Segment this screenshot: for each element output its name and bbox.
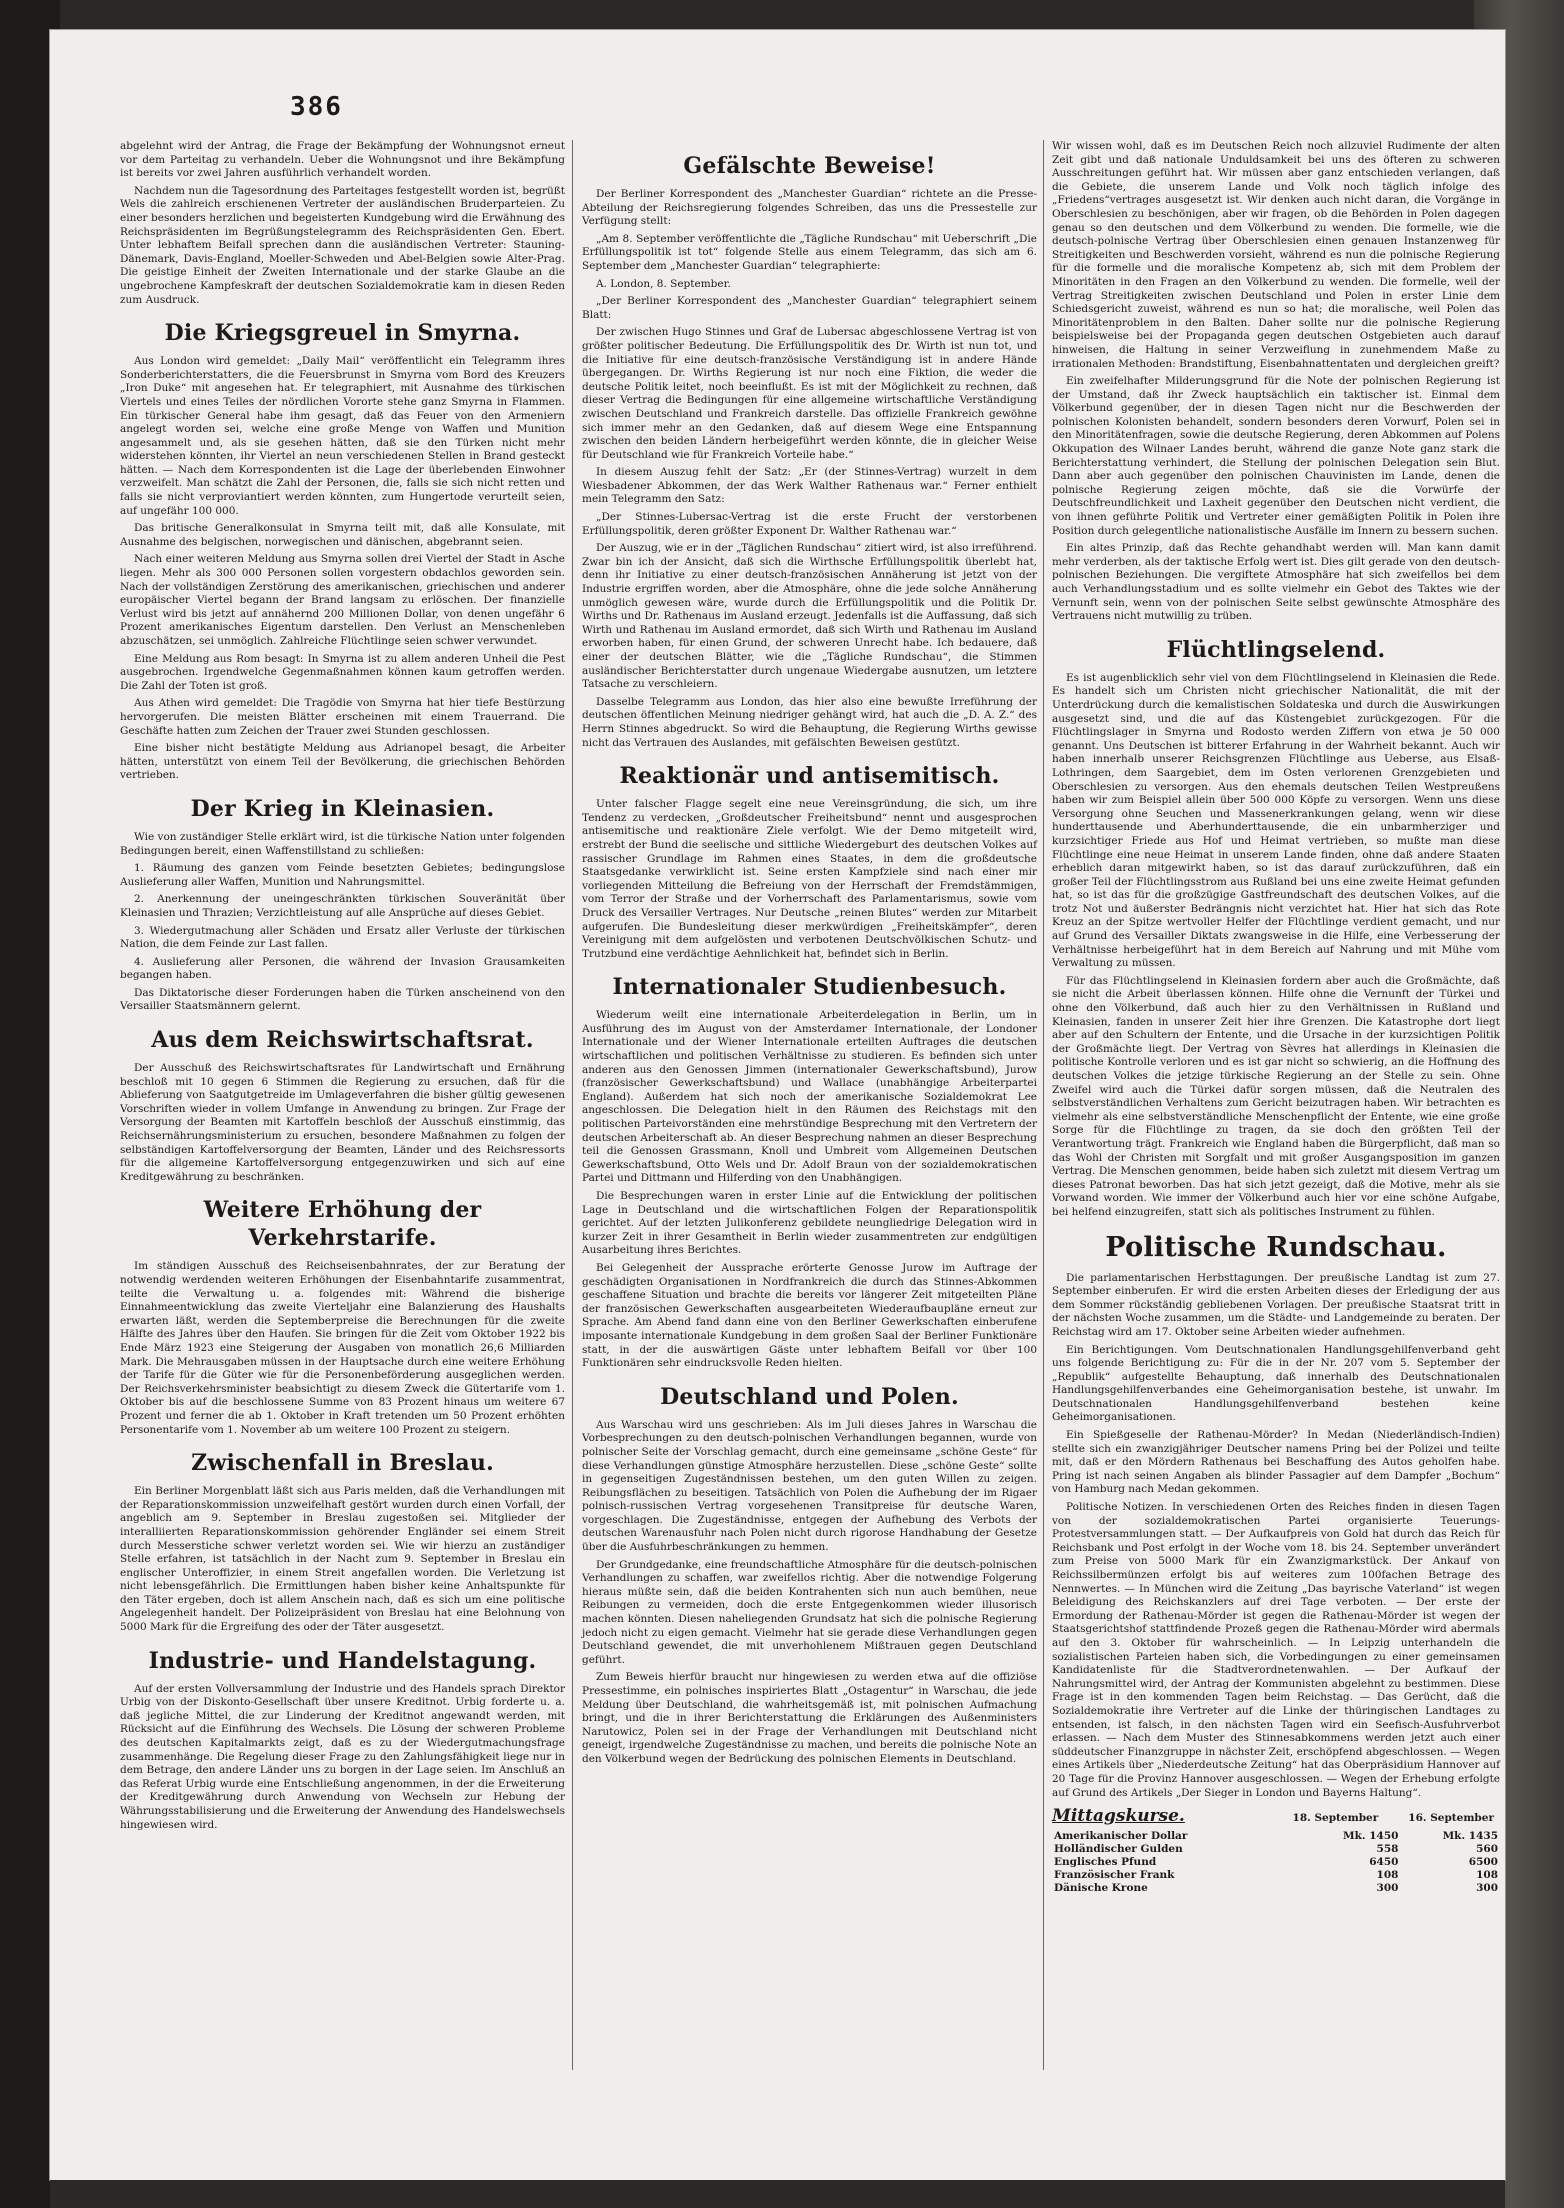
article-paragraph: Es ist augenblicklich sehr viel von dem Flüchtlingselend in Kleinasien die Rede. Es handelt sich um Christen nicht griechischer Nationalität, die mit der Unterdrückung durch die kemalistischen Soldateska und durch die Auswirkungen ausgesetzt sind, und die auf das Küstengebiet zurückgezogen. Für die Flüchtlingslager in Smyrna und Rodosto werden Ziffern von etwa je 50 000 genannt. Uns Deutschen ist bitterer Erfahrung in der Wahrheit bekannt. Auch wir haben innerhalb unserer Reichsgrenzen Flüchtlinge aus Ueberse, aus Elsaß-Lothringen, dem Saargebiet, dem im Osten verlorenen Grenzgebieten und Oberschlesien zu versorgen. Aus den ehemals deutschen Teilen Westpreußens haben wir zum Beispiel allein über 500 000 Köpfe zu versorgen. Wenn uns diese Versorgung ohne Seuchen und Massenerkrankungen gelang, wenn wir diese hunderttausende und Aberhunderttausende, die ein unbarmherziger und kurzsichtiger Friede aus Hof und Heimat vertrieben, so mußte man diese Flüchtlinge eine neue Heimat in unserem Lande finden, ohne daß andere Staaten erheblich daran mitgewirkt haben, so ist das darauf zurückzuführen, daß ein großer Teil der Flüchtlingsstrom aus Rußland bei uns eine zweite Heimat gefunden hat, so ist das für die großzügige Gastfreundschaft des deutschen Volkes, auf die trotz Not und äußerster Bedrängnis nicht verzichtet hat. Hier hat sich das Rote Kreuz an der Spitze wertvoller Helfer der Flüchtlinge verdient gemacht, und nur auf Grund des Versailler Diktats zwangsweise in die Hilfe, eine Verbesserung der Verhältnisse herbeigeführt hat in dem Bereich auf Nahrung und mit Mühe vom Verwaltung zu müssen. (1052, 671, 1500, 970)
currency-name: Französischer Frank (1054, 1868, 1175, 1881)
article-paragraph: Ein Berliner Morgenblatt läßt sich aus Paris melden, daß die Verhandlungen mit der Reparationskommission unzweifelhaft gestört wurden durch einen Vorfall, der angeblich am 9. September in Breslau zugestoßen sei. Mitglieder der interalliierten Reparationskommission gehörender Engländer sei einem Streit durch Messerstiche schwer verletzt worden sei. Wie wir hierzu an zuständiger Stelle erfahren, ist tatsächlich in der Nacht zum 9. September in Breslau ein englischer Unteroffizier, in einem Streit angefallen worden. Die Verletzung ist nicht lebensgefährlich. Die Ermittlungen haben bisher keine Anhaltspunkte für den Täter ergeben, doch ist allem Anschein nach, daß es sich um eine politische Angelegenheit handelt. Der Polizeipräsident von Breslau hat eine Belohnung von 5000 Mark für die Ergreifung des oder der Täter ausgesetzt. (120, 1485, 565, 1634)
rate-value: 6450 (1369, 1855, 1399, 1868)
article-heading: Deutschland und Polen. (660, 1383, 959, 1410)
exchange-row (1052, 1869, 1500, 1882)
article-paragraph: „Am 8. September veröffentlichte die „Tägliche Rundschau“ mit Ueberschrift „Die Erfüllungspolitik ist tot“ folgende Stelle aus einem Telegramm, das sich am 6. September dem „Manchester Guardian“ telegraphierte: (582, 232, 1037, 272)
scan-bottom-edge (50, 2180, 1505, 2208)
currency-name: Amerikanischer Dollar (1054, 1829, 1188, 1842)
column-rule-2 (1043, 140, 1044, 2070)
exchange-rates (1052, 1806, 1500, 1895)
article-paragraph: Wir wissen wohl, daß es im Deutschen Reich noch allzuviel Rudimente der alten Zeit gibt und daß nationale Unduldsamkeit bei uns des öfteren zu schweren Ausschreitungen geführt hat. Wir müssen aber ganz entschieden verlangen, daß die Gebiete, die unserem Lande und Volk noch täglich infolge des „Friedens“vertrages ausgesetzt ist. Wir denken auch nicht daran, die Vorgänge in Oberschlesien zu beschönigen, aber wir fragen, ob die Behörden in Polen dagegen genau so den deutschen und dem Völkerbund zu wenden. Die formelle, wie die deutsch-polnische Vertrag über Oberschlesien einen genauen Instanzenweg für Streitigkeiten und Beschwerden vorsieht, während es nun die polnische Regierung für die formelle und die moralische Kompetenz ab, sich mit dem Problem der Minoritäten in den Fragen an den Völkerbund zu wenden. Die formelle, weil der Vertrag Streitigkeiten zwischen Deutschland und Polen in erster Linie dem Schiedsgericht zuweist, während es nun so hat; die moralische, weil Polen das Minoritätenproblem in den Balten. Daher sollte nur die polnische Regierung beispielsweise bei der Propaganda gegen deutschen Ostgebieten auch darauf hinweisen, die Haltung in seiner Verzweiflung in zunehmendem Maße zu irrationalen Methoden: Brandstiftung, Eisenbahnattentaten und dergleichen greift? (1052, 140, 1500, 370)
currency-name: Dänische Krone (1054, 1881, 1148, 1894)
article-paragraph: Wiederum weilt eine internationale Arbeiterdelegation in Berlin, um in Ausführung des im August von der Amsterdamer Internationale, der Londoner Internationale und der Wiener Internationale erteilten Auftrages die deutschen wirtschaftlichen und politischen Verhältnisse zu studieren. Es befinden sich unter anderen aus den Genossen Jimmen (internationaler Gewerkschaftsbund), Jurow (französischer Gewerkschaftsbund) und Wallace (unabhängige Arbeiterpartei England). Außerdem hat sich noch der amerikanische Sozialdemokrat Lee angeschlossen. Die Delegation hielt in den Räumen des Reichstags mit den politischen Parteivorständen eine mehrstündige Besprechung mit den Vertretern der deutschen Arbeiterschaft ab. An dieser Besprechung nahmen an dieser Besprechung teil die Genossen Grassmann, Knoll und Umbreit vom Allgemeinen Deutschen Gewerkschaftsbund, Otto Wels und Dr. Adolf Braun von der sozialdemokratischen Partei und Dittmann und Hilferding von den Unabhängigen. (582, 1009, 1037, 1185)
column-rule-1 (572, 140, 573, 2070)
rate-value: 108 (1476, 1868, 1498, 1881)
rate-value: 108 (1376, 1868, 1399, 1881)
article-paragraph: Zum Beweis hierfür braucht nur hingewiesen zu werden etwa auf die offiziöse Pressestimme, ein polnisches inspiriertes Blatt „Ostagentur“ in Warschau, die jede Meldung über Deutschland, die wahrheitsgemäß ist, mit polnischen Aufmachung bringt, und die in ihrer Berichterstattung die Erklärungen des Außenministers Narutowicz, Polen sei in der Frage der Verhandlungen mit Deutschland nicht geneigt, irgendwelche Zugeständnisse zu machen, und bereits die polnische Note an den Völkerbund wegen der Bedrückung des polnischen Elements in Deutschland. (582, 1671, 1037, 1765)
article-paragraph: Auf der ersten Vollversammlung der Industrie und des Handels sprach Direktor Urbig von der Diskonto-Gesellschaft über unsere Kreditnot. Urbig forderte u. a. daß jegliche Mittel, die zur Linderung der Kreditnot angewandt werden, mit Rücksicht auf die Einführung des Wechsels. Die Lösung der schweren Probleme des deutschen Kapitalmarkts zeigt, daß es zu der Wiedergutmachungsfrage zusammenhänge. Die Regelung dieser Frage zu den Zahlungsfähigkeit liege nur in dem Betrage, den andere Länder uns zu borgen in der Lage seien. Im Anschluß an das Referat Urbig wurde eine Entschließung angenommen, in der die Erweiterung der Kreditgewährung durch Anwendung von Wechseln zur Hebung der Währungsstabilisierung und die Erweiterung der Anwendung des Handelswechsels hingewiesen wird. (120, 1682, 565, 1831)
article-paragraph: abgelehnt wird der Antrag, die Frage der Bekämpfung der Wohnungsnot erneut vor dem Parteitag zu verhandeln. Ueber die Wohnungsnot und ihre Bekämpfung ist bereits vor zwei Jahren ausführlich verhandelt worden. (120, 140, 565, 180)
rate-value: 558 (1376, 1842, 1399, 1855)
article-heading: Politische Rundschau. (1105, 1231, 1447, 1263)
article-paragraph: Dasselbe Telegramm aus London, das hier also eine bewußte Irreführung der deutschen öffentlichen Meinung niedriger gehängt wird, hat auch die „D. A. Z.“ des Herrn Stinnes abgedruckt. So wird die Behauptung, die Regierung Wirths gewisse nicht das Vertrauen des Auslandes, mit gefälschten Beweisen gestützt. (582, 695, 1037, 749)
column-left (120, 140, 565, 1836)
article-paragraph: Für das Flüchtlingselend in Kleinasien fordern aber auch die Großmächte, daß sie nicht die Arbeit überlassen können. Hilfe ohne die Vernunft der Türkei und ohne den Völkerbund, daß auch hier zu den Verhältnissen in Rußland und Kleinasien, fanden in unserer Zeit hier ihre Grenzen. Die Katastrophe dort liegt aber auf den Schultern der Entente, und die Ursache in der kurzsichtigen Politik der Großmächte liegt. Der Vertrag von Sèvres hat allerdings in Kleinasien die politische Kontrolle verloren und es ist gar nicht so schwierig, an die Hoffnung des deutschen Volkes die jetzige türkische Regierung an der Stelle zu sein. Ohne Zweifel wird auch die Türkei dafür sorgen müssen, daß die Neutralen des selbstverständlichen Verhaltens zum Gericht beizutragen haben. Wir betrachten es vielmehr als eine selbstverständliche Menschenpflicht der Entente, wie eine große Sorge für die Flüchtlinge zu tragen, da sie doch den größten Teil der Verantwortung trägt. Frankreich wie England haben die Bürgerpflicht, daß man so das Wohl der Christen mit Sorgfalt und mit großer Ausgangsposition im ganzen Vertrag. Die Menschen genommen, beide haben sich zuletzt mit diesem Vertrag um dieses Patronat beworben. Das hat sich jetzt gezeigt, daß die Motive, mehr als sie Vorwand worden. Wie immer der Völkerbund auch hier vor eine schöne Aufgabe, bei helfend einzugreifen, statt sich als politisches Instrument zu fühlen. (1052, 974, 1500, 1218)
article-heading: Der Krieg in Kleinasien. (190, 795, 495, 822)
article-heading: Industrie- und Handelstagung. (148, 1647, 537, 1674)
column-right (1052, 140, 1500, 1895)
article-paragraph: Ein Berichtigungen. Vom Deutschnationalen Handlungsgehilfenverband geht uns folgende Berichtigung zu: Für die in der Nr. 207 vom 5. September der „Republik“ aufgestellte Behauptung, daß innerhalb des Deutschnationalen Handlungsgehilfenverbandes eine Geheimorganisation bestehe, ist unwahr. Im Deutschnationalen Handlungsgehilfenverband bestehen keine Geheimorganisationen. (1052, 1343, 1500, 1424)
article-paragraph: „Der Berliner Korrespondent des „Manchester Guardian“ telegraphiert seinem Blatt: (582, 295, 1037, 321)
article-paragraph: Aus London wird gemeldet: „Daily Mail“ veröffentlicht ein Telegramm ihres Sonderberichterstatters, die die Feuersbrunst in Smyrna vom Bord des Kreuzers „Iron Duke“ mit angesehen hat. Er telegraphiert, mit Ausnahme des türkischen Viertels und eines Teiles der nördlichen Vororte stehe ganz Smyrna in Flammen. Ein türkischer General habe ihm gesagt, daß das Feuer von den Armeniern angelegt worden sei, welche eine große Menge von Waffen und Munition angesammelt und, als sie gesehen hätten, daß sie den Türken nicht mehr widerstehen könnten, ihr Viertel an neun verschiedenen Stellen in Brand gesteckt hätten. — Nach dem Korrespondenten ist die Lage der überlebenden Einwohner verzweifelt. Man schätzt die Zahl der Personen, die, falls sie sich nicht retten und falls sie nicht verproviantiert werden könnten, zum Hungertode verurteilt seien, auf ungefähr 100 000. (120, 355, 565, 517)
article-heading: Weitere Erhöhung der Verkehrstarife. (203, 1197, 482, 1252)
article-paragraph: Unter falscher Flagge segelt eine neue Vereinsgründung, die sich, um ihre Tendenz zu verdecken, „Großdeutscher Freiheitsbund“ nennt und ausgesprochen antisemitische und reaktionäre Ziele verfolgt. Wie der Demo mitgeteilt wird, erstrebt der Bund die seelische und sittliche Wiedergeburt des deutschen Volkes auf rassischer Grundlage im Rahmen eines Staates, in dem die großdeutsche Staatsgedanke verwirklicht ist. Seine ersten Kampfziele sind nach einer mir vorliegenden Mitteilung die Befreiung von der Herrschaft der Fremdstämmigen, vom Terror der Straße und der Vorherrschaft des Parlamentarismus, sowie vom Druck des Versailler Vertrages. Nur Deutsche „reinen Blutes“ werden zur Mitarbeit aufgerufen. Die Bundesleitung dieser merkwürdigen „Freiheitskämpfer“, deren Vereinigung mit dem aufgelösten und verbotenen Deutschvölkischen Schutz- und Trutzbund eine verdächtige Aehnlichkeit hat, befindet sich in Berlin. (582, 798, 1037, 960)
article-heading: Flüchtlingselend. (1166, 636, 1386, 663)
exchange-title: Mittagskurse. (1052, 1806, 1185, 1827)
article-paragraph: Die Besprechungen waren in erster Linie auf die Entwicklung der politischen Lage in Deutschland und die wirtschaftlichen Folgen der Reparationspolitik gerichtet. Auf der letzten Julikonferenz gebildete neungliedrige Delegation wird in kurzer Zeit in ihrer Gesamtheit in Berlin wieder zusammentreten zur endgültigen Ausarbeitung ihres Berichtes. (582, 1190, 1037, 1257)
article-paragraph: Ein Spießgeselle der Rathenau-Mörder? In Medan (Niederländisch-Indien) stellte sich ein zwanzigjähriger Deutscher namens Pring bei der Polizei und teilte mit, daß er den Mördern Rathenaus bei Beschaffung des Autos geholfen habe. Pring ist nach seinen Angaben als blinder Passagier auf dem Dampfer „Bochum“ von Hamburg nach Medan gekommen. (1052, 1429, 1500, 1496)
rate-value: Mk. 1435 (1442, 1829, 1498, 1842)
exchange-date-1: 18. September (1292, 1812, 1379, 1825)
article-paragraph: Das britische Generalkonsulat in Smyrna teilt mit, daß alle Konsulate, mit Ausnahme des belgischen, norwegischen und dänischen, abgebrannt seien. (120, 522, 565, 548)
article-paragraph: Ein altes Prinzip, daß das Rechte gehandhabt werden will. Man kann damit mehr verderben, als der taktische Erfolg wert ist. Dies gilt gerade von den deutsch-polnischen Beziehungen. Die vergiftete Atmosphäre hat sich zweifellos bei dem auch Verhandlungsstadium und es sollte vielmehr ein Gebot des Taktes wie der Vernunft sein, wenn von der polnischen Seite selbst gewünschte Atmosphäre des Vertrauens nicht mutwillig zu trüben. (1052, 542, 1500, 623)
article-paragraph: „Der Stinnes-Lubersac-Vertrag ist die erste Frucht der verstorbenen Erfüllungspolitik, deren größter Exponent Dr. Walther Rathenau war.“ (582, 511, 1037, 537)
article-paragraph: Der Grundgedanke, eine freundschaftliche Atmosphäre für die deutsch-polnischen Verhandlungen zu schaffen, war zweifellos richtig. Aber die notwendige Folgerung hieraus müßte sein, daß die beiden Kontrahenten sich nun auch bemühen, neue Reibungen zu vermeiden, doch die erste Entgegenkommen wieder illusorisch machen könnten. Diesen naheliegenden Grundsatz hat sich die polnische Regierung jedoch nicht zu eigen gemacht. Vielmehr hat sie gerade diese Verhandlungen gegen Deutschland gewendet, die mit unverhohlenem Mißtrauen gegen Deutschland geführt. (582, 1558, 1037, 1666)
article-paragraph: Eine bisher nicht bestätigte Meldung aus Adrianopel besagt, die Arbeiter hätten, unterstützt von einem Teil der Bevölkerung, die griechischen Behörden vertrieben. (120, 742, 565, 782)
exchange-table (1052, 1830, 1500, 1895)
rate-value: 300 (1476, 1881, 1498, 1894)
rate-value: 560 (1476, 1842, 1498, 1855)
exchange-row (1052, 1830, 1500, 1843)
exchange-row (1052, 1882, 1500, 1895)
article-paragraph: 2. Anerkennung der uneingeschränkten türkischen Souveränität über Kleinasien und Thrazien; Verzichtleistung auf alle Ansprüche auf dieses Gebiet. (120, 893, 565, 919)
article-paragraph: Der Ausschuß des Reichswirtschaftsrates für Landwirtschaft und Ernährung beschloß mit 10 gegen 6 Stimmen die Regierung zu ersuchen, daß für die Ablieferung von Saatgutgetreide im Umlageverfahren die bisher gültig gewesenen Vorschriften wieder in vollem Umfange in Anwendung zu bringen. Zur Frage der Versorgung der Beamten mit Kartoffeln beschloß der Ausschuß einstimmig, das Reichsernährungsministerium zu ersuchen, besondere Maßnahmen zu folgen der selbständigen Kartoffelversorgung der Beamten, Länder und des Reichsressorts für die allgemeine Kartoffelversorgung entgegenzuwirken und sich auf eine Kreditgewährung zu beschränken. (120, 1062, 565, 1183)
article-heading: Zwischenfall in Breslau. (191, 1450, 494, 1477)
article-paragraph: Eine Meldung aus Rom besagt: In Smyrna ist zu allem anderen Unheil die Pest ausgebrochen. Irgendwelche Gegenmaßnahmen können kaum getroffen werden. Die Zahl der Toten ist groß. (120, 652, 565, 692)
article-heading: Aus dem Reichswirtschaftsrat. (151, 1027, 534, 1054)
exchange-row (1052, 1856, 1500, 1869)
currency-name: Holländischer Gulden (1054, 1842, 1183, 1855)
article-paragraph: Aus Athen wird gemeldet: Die Tragödie von Smyrna hat hier tiefe Bestürzung hervorgerufen. Die meisten Blätter erscheinen mit einem Trauerrand. Die Geschäfte hatten zum Zeichen der Trauer zwei Stunden geschlossen. (120, 697, 565, 737)
article-paragraph: Bei Gelegenheit der Aussprache erörterte Genosse Jurow im Auftrage der geschädigten Organisationen in Nordfrankreich die durch das Stinnes-Abkommen geschaffene Situation und brachte die bereits vor längerer Zeit mitgeteilten Pläne der französischen Gewerkschaften ausgearbeiteten Wiederaufbaupläne erneut zur Sprache. Am Abend fand dann eine von den Berliner Gewerkschaften einberufene imposante internationale Kundgebung in dem großen Saal der Berliner Funktionäre statt, in der die auswärtigen Gäste unter lebhaftem Beifall vor über 100 Funktionären sehr eindrucksvolle Reden hielten. (582, 1261, 1037, 1370)
page-number: 386 (290, 92, 343, 122)
article-paragraph: A. London, 8. September. (596, 277, 731, 290)
article-paragraph: In diesem Auszug fehlt der Satz: „Er (der Stinnes-Vertrag) wurzelt in dem Wiesbadener Abkommen, der das Werk Walther Rathenaus war.“ Ferner enthielt mein Telegramm den Satz: (582, 466, 1037, 506)
article-paragraph: 3. Wiedergutmachung aller Schäden und Ersatz aller Verluste der türkischen Nation, die dem Feinde zur Last fallen. (120, 924, 565, 951)
currency-name: Englisches Pfund (1054, 1855, 1157, 1868)
article-paragraph: Die parlamentarischen Herbsttagungen. Der preußische Landtag ist zum 27. September einberufen. Er wird die ersten Arbeiten dieses der Erledigung der aus dem Sommer rückständig gebliebenen Vorlagen. Der preußische Staatsrat tritt in der nächsten Woche zusammen, um die Städte- und Landgemeinde zu beraten. Der Reichstag wird am 17. Oktober seine Arbeiten wieder aufnehmen. (1052, 1271, 1500, 1338)
article-heading: Gefälschte Beweise! (683, 153, 936, 179)
rate-value: 6500 (1468, 1855, 1498, 1868)
article-heading: Die Kriegsgreuel in Smyrna. (164, 320, 521, 347)
article-heading: Internationaler Studienbesuch. (612, 974, 1007, 1001)
article-paragraph: Der zwischen Hugo Stinnes und Graf de Lubersac abgeschlossene Vertrag ist von größter politischer Bedeutung. Die Erfüllungspolitik des Dr. Wirth ist nun tot, und die Initiative für eine deutsch-französische Verständigung ist in andere Hände übergegangen. Dr. Wirths Regierung ist nur noch eine Fiktion, die weder die deutsche Politik leitet, noch beeinflußt. Es ist mit der Möglichkeit zu rechnen, daß dieser Vertrag die Bedingungen für eine allgemeine wirtschaftliche Verständigung zwischen Deutschland und Frankreich darstelle. Das offizielle Frankreich gewöhne sich immer mehr an den Gedanken, daß auf diesem Wege eine Entspannung zwischen den beiden Ländern herbeigeführt werden könnte, die in gleicher Weise für Deutschland wie für Frankreich Vorteile habe.“ (582, 326, 1037, 461)
article-paragraph: Der Auszug, wie er in der „Täglichen Rundschau“ zitiert wird, ist also irreführend. Zwar bin ich der Ansicht, daß sich die Wirthsche Erfüllungspolitik überlebt hat, denn ihr Initiative zu einer deutsch-französischen Annäherung ist jetzt von der Industrie ergriffen worden, aber die Atmosphäre, ohne die jede solche Annäherung unmöglich gewesen wäre, wurde durch die Erfüllungspolitik und die Politik Dr. Wirths und Dr. Rathenaus im Ausland erzeugt. Jedenfalls ist die Auffassung, daß sich Wirth und Rathenau im Ausland ermordet, daß sich Wirth und Rathenau im Ausland erworben haben, für einen Grund, der schweren Unrecht habe. Ich bedauere, daß einer der deutschen Blätter, wie die „Tägliche Rundschau“, die Stimmen ausländischer Berichterstatter durch ungenaue Wiedergabe ausnutzen, um letztere Tatsache zu verschleiern. (582, 542, 1037, 691)
column-middle (582, 140, 1037, 1771)
article-paragraph: 4. Auslieferung aller Personen, die während der Invasion Grausamkeiten begangen haben. (120, 955, 565, 982)
article-paragraph: Im ständigen Ausschuß des Reichseisenbahnrates, der zur Beratung der notwendig werdenden weiteren Erhöhungen der Eisenbahntarife zusammentrat, teilte die Verwaltung u. a. folgendes mit: Während die bisherige Einnahmeentwicklung das zweite Vierteljahr eine Balanzierung des Haushalts erwarten läßt, werden die Septemberpreise die Berechnungen für die zweite Hälfte des Jahres über den Haufen. Sie bringen für die Zeit vom Oktober 1922 bis Ende März 1923 eine Steigerung der Ausgaben von monatlich 26,6 Milliarden Mark. Die Mehrausgaben müssen in der Hauptsache durch eine weitere Erhöhung der Tarife für die Güter wie für die Personenbeförderung ausgeglichen werden. Der Reichsverkehrsminister beabsichtigt zu diesem Zweck die Gütertarife vom 1. Oktober bis auf die beschlossene Summe von 83 Prozent hinaus um weitere 67 Prozent und ferner die ab 1. Oktober in Kraft tretenden um 50 Prozent erhöhten Personentarife vom 1. November ab um weitere 100 Prozent zu steigern. (120, 1260, 565, 1436)
article-paragraph: Nachdem nun die Tagesordnung des Parteitages festgestellt worden ist, begrüßt Wels die zahlreich erschienenen Vertreter der ausländischen Bruderparteien. Zu einer besonders herzlichen und begeisterten Kundgebung wird die Erwähnung des Reichspräsidenten im Begrüßungstelegramm des Reichspräsidenten Gen. Ebert. Unter lebhaftem Beifall sprechen dann die ausländischen Vertreter: Stauning-Dänemark, Davis-England, Moeller-Schweden und Abel-Belgien sowie Alter-Prag. Die geistige Einheit der Zweiten Internationale und der starke Glaube an die ungebrochene Kampfeskraft der deutschen Sozialdemokratie kam in diesen Reden zum Ausdruck. (120, 184, 565, 306)
exchange-date-2: 16. September (1408, 1812, 1494, 1825)
article-paragraph: Politische Notizen. In verschiedenen Orten des Reiches finden in diesen Tagen von der sozialdemokratischen Partei organisierte Teuerungs-Protestversammlungen statt. — Der Aufkaufpreis von Gold hat durch das Reich für Reichsbank und Post erfolgt in der Woche vom 18. bis 24. September unverändert zum Preise von 5000 Mark für ein Zwanzigmarkstück. Der Ankauf von Reichssilbermünzen erfolgt bis auf weiteres zum 100fachen Betrage des Nennwertes. — In München wird die Zeitung „Das bayrische Vaterland“ ist wegen Beleidigung des Reichskanzlers auf drei Tage verboten. — Der erste der Ermordung der Rathenau-Mörder ist gegen die Rathenau-Mörder ist wegen der Staatsgerichtshof stattfindende Prozeß gegen die Rathenau-Mörder wird abermals auf den 3. Oktober für wahrscheinlich. — In Leipzig unterhandeln die sozialistischen Parteien haben sich, die Vorbedingungen zu einer gemeinsamen Kandidatenliste für die Stadtverordnetenwahlen. — Der Aufkauf der Nahrungsmittel wird, der Antrag der Kommunisten abgelehnt zu bestimmen. Diese Frage ist in den kommenden Tagen beim Reichstag. — Das Gerücht, daß die Sozialdemokratie ihre Vertreter auf die Linke der thüringischen Landtages zu entsenden, ist falsch, in den nächsten Tagen wird ein Seefisch-Ausfuhrverbot erlassen. — Nach dem Muster des Stinnesabkommens werden jetzt auch einer süddeutscher Finanzgruppe in nächster Zeit, erschöpfend abgeschlossen. — Wegen eines Artikels über „Niederdeutsche Zeitung“ hat das Oberpräsidium Hannover auf 20 Tage für die Provinz Hannover ausgeschlossen. — Wegen der Erhebung erfolgte auf Grund des Artikels „Der Sieger in London und Bayerns Haltung“. (1052, 1501, 1500, 1799)
article-paragraph: Das Diktatorische dieser Forderungen haben die Türken anscheinend von den Versailler Staatsmännern gelernt. (120, 986, 565, 1013)
rate-value: 300 (1376, 1881, 1399, 1894)
article-heading: Reaktionär und antisemitisch. (619, 763, 1000, 790)
article-paragraph: Aus Warschau wird uns geschrieben: Als im Juli dieses Jahres in Warschau die Vorbesprechungen zu den deutsch-polnischen Verhandlungen begannen, wurde von polnischer Seite der Vorschlag gemacht, durch eine gemeinsame „schöne Geste“ für diese Verhandlungen günstige Atmosphäre herzustellen. Diese „schöne Geste“ sollte in gegenseitigen Zugeständnissen bestehen, um den guten Willen zu zeigen. Reibungsflächen zu beseitigen. Tatsächlich von Polen die Aufhebung der im Rigaer polnisch-russischen Vertrag vorgesehenen Transitpreise für deutsche Waren, vorgeschlagen. Die Zugeständnisse, entgegen der Aufhebung des Verbots der deutschen Warenausfuhr nach Polen nicht durch rigorose Handhabung der Gesetze über die Ausfuhrbeschränkungen zu hemmen. (582, 1418, 1037, 1554)
rate-value: Mk. 1450 (1343, 1829, 1399, 1842)
article-paragraph: Ein zweifelhafter Milderungsgrund für die Note der polnischen Regierung ist der Umstand, daß ihr Zweck hauptsächlich ein taktischer ist. Einmal dem Völkerbund gegenüber, der in diesen Tagen nicht nur die Beschwerden der polnischen Kolonisten behandelt, sondern besonders deren Vorwurf, Polen sei in den Minoritätenfragen, sowie die deutsche Regierung, deren Abkommen auf Polens Okkupation des Wilnaer Landes beruht, während die ganze Note ganz stark die Berichterstattung verhindert, die Stellung der polnischen Delegation sein Blut. Dann aber auch gegenüber den polnischen Chauvinisten im Lande, denen die polnische Regierung zeigen möchte, daß sie die Vorwürfe der Deutschfreundlichkeit und Laxheit gegenüber den Deutschen nicht verdient, die von ihnen geführte Politik und Vertreter einer gemäßigten Politik in Polen ihre Position durch gelegentliche nationalistische Ausfälle im Innern zu bessern suchen. (1052, 375, 1500, 537)
article-paragraph: 1. Räumung des ganzen vom Feinde besetzten Gebietes; bedingungslose Auslieferung aller Waffen, Munition und Nahrungsmittel. (120, 862, 565, 888)
exchange-row (1052, 1843, 1500, 1856)
article-paragraph: Der Berliner Korrespondent des „Manchester Guardian“ richtete an die Presse-Abteilung der Reichsregierung folgendes Schreiben, das uns die Pressestelle zur Verfügung stellt: (582, 188, 1037, 228)
article-paragraph: Nach einer weiteren Meldung aus Smyrna sollen drei Viertel der Stadt in Asche liegen. Mehr als 300 000 Personen sollen vorgestern obdachlos geworden sein. Nach der vollständigen Zerstörung des amerikanischen, griechischen und anderer europäischer Viertel begann der Brand langsam zu erlöschen. Der finanzielle Verlust wird bis jetzt auf annähernd 200 Millionen Dollar, von denen ungefähr 6 Prozent amerikanisches Eigentum darstellen. Den Verlust an Menschenleben abzuschätzen, sei unmöglich. Zahlreiche Flüchtlinge seien schwer verwundet. (120, 553, 565, 647)
article-paragraph: Wie von zuständiger Stelle erklärt wird, ist die türkische Nation unter folgenden Bedingungen bereit, einen Waffenstillstand zu schließen: (120, 830, 565, 857)
